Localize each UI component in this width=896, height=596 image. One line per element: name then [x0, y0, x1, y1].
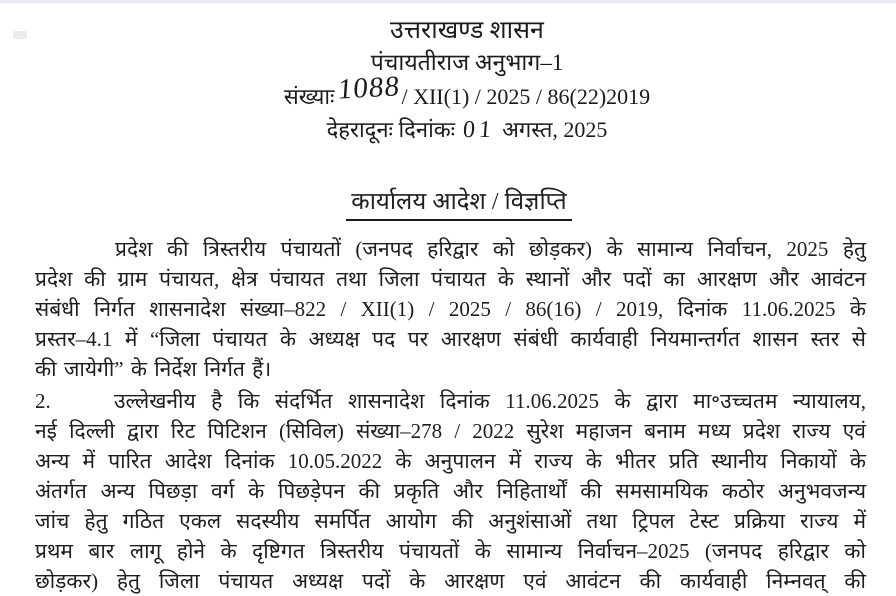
para1-line: प्रस्तर–4.1 में “जिला पंचायत के अध्यक्ष पद पर आरक्षण संबंधी कार्यवाही नियमान्तर्गत शासन स्तर से	[35, 327, 866, 351]
paragraph-1	[35, 234, 866, 384]
place-date-line	[38, 115, 896, 145]
scan-edge-strip	[0, 0, 896, 4]
handwritten-date: 01	[461, 117, 496, 143]
para2-line: प्रथम बार लागू होने के दृष्टिगत त्रिस्तरीय पंचायतों के सामान्य निर्वाचन–2025 (जनपद हरिद्वार को	[35, 539, 866, 563]
paragraph-number: 2.	[35, 389, 51, 413]
department-name: पंचायतीराज अनुभाग–1	[370, 50, 564, 75]
title-wrap	[22, 188, 896, 221]
para2-line-clipped: छोड़कर) हेतु जिला पंचायत अध्यक्ष पदों के आरक्षण एवं आवंटन की कार्यवाही निम्नवत् की	[35, 569, 866, 593]
para2-line: नई दिल्ली द्वारा रिट पिटिशन (सिविल) संख्या–278 / 2022 सुरेश महाजन बनाम मध्य प्रदेश राज्य एवं	[35, 419, 866, 443]
para1-line: संबंधी निर्गत शासनादेश संख्या–822 / XII(1) / 2025 / 86(16) / 2019, दिनांक 11.06.2025 के	[35, 297, 866, 321]
document-body	[35, 234, 866, 596]
date-rest: अगस्त, 2025	[502, 117, 608, 142]
number-rest: / XII(1) / 2025 / 86(22)2019	[401, 84, 651, 109]
org-name: उत्तराखण्ड शासन	[390, 17, 544, 44]
place-date-prefix: देहरादूनः दिनांकः	[326, 117, 456, 142]
para2-line: अन्य में पारित आदेश दिनांक 10.05.2022 के अनुपालन में राज्य के भीतर प्रति स्थानीय निकायों के	[35, 449, 866, 473]
para2-line: अंतर्गत अन्य पिछड़ा वर्ग के पिछड़ेपन की प्रकृति और निहितार्थों की समसामयिक कठोर अनुभवजन्य	[35, 479, 866, 503]
document-header	[38, 0, 896, 145]
para1-line: की जायेगी” के निर्देश निर्गत हैं।	[35, 357, 272, 381]
para1-line: प्रदेश की ग्राम पंचायत, क्षेत्र पंचायत तथा जिला पंचायत के स्थानों और पदों का आरक्षण और आवंटन	[35, 267, 866, 291]
handwritten-letter-number: 1088	[337, 70, 402, 106]
para1-line: प्रदेश की त्रिस्तरीय पंचायतों (जनपद हरिद्वार को छोड़कर) के सामान्य निर्वाचन, 2025 हेतु	[115, 237, 866, 261]
para2-line: जांच हेतु गठित एकल सदस्यीय समर्पित आयोग की अनुशंसाओं तथा ट्रिपल टेस्ट प्रक्रिया राज्य में	[35, 509, 866, 533]
number-label: संख्याः	[283, 84, 335, 109]
para2-first-line	[35, 386, 866, 416]
letter-number-line	[38, 70, 896, 112]
para2-line: उल्लेखनीय है कि संदर्भित शासनादेश दिनांक 11.06.2025 के द्वारा मा॰उच्चतम न्यायालय,	[114, 389, 866, 413]
scan-artifact	[13, 31, 27, 39]
document-title: कार्यालय आदेश / विज्ञप्ति	[346, 188, 571, 221]
paragraph-2	[35, 386, 866, 596]
